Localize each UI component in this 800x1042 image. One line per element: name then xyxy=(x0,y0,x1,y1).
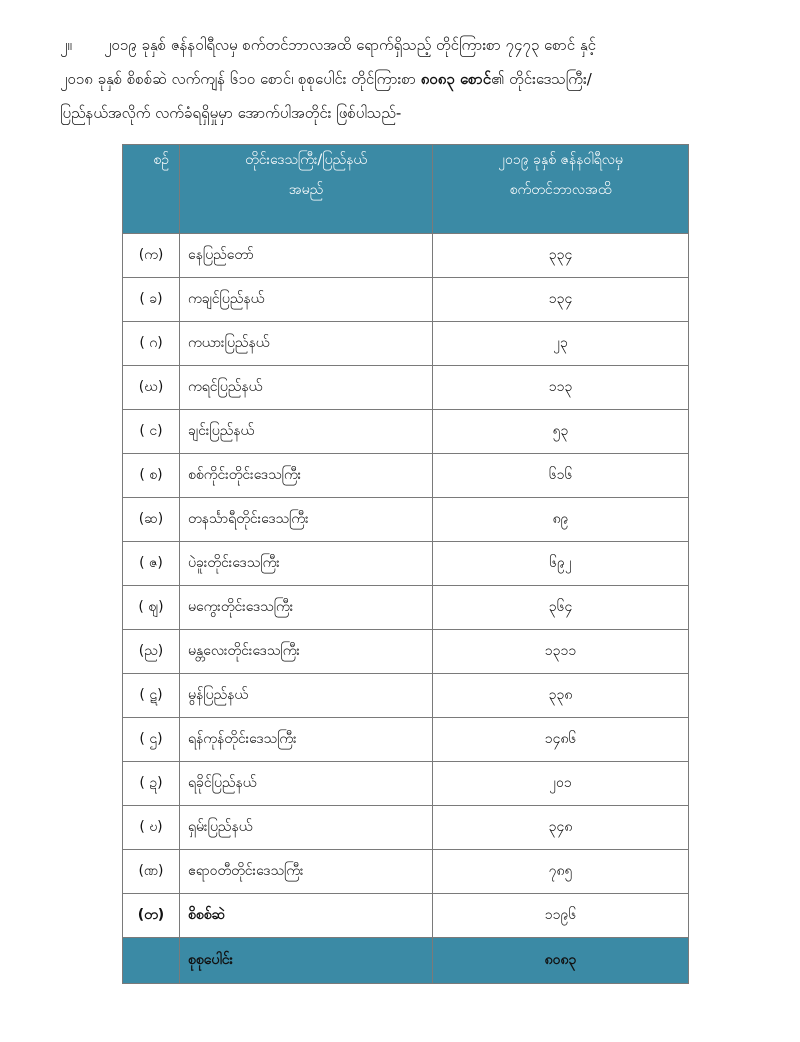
region-name-cell: ကရင်ပြည်နယ် xyxy=(180,366,433,410)
table-row xyxy=(123,894,689,938)
region-name-cell: ဧရာဝတီတိုင်းဒေသကြီး xyxy=(180,850,433,894)
region-name-cell: ရခိုင်ပြည်နယ် xyxy=(180,762,433,806)
table-row xyxy=(123,410,689,454)
table-row xyxy=(123,674,689,718)
value-cell: ၅၃ xyxy=(433,410,689,454)
header-period: ၂၀၁၉ ခုနှစ် ဇန်နဝါရီလမှ စက်တင်ဘာလအထိ xyxy=(433,145,689,234)
value-cell: ၁၄၈၆ xyxy=(433,718,689,762)
total-row xyxy=(123,938,689,984)
table-row xyxy=(123,542,689,586)
value-cell: ၁၃၁၁ xyxy=(433,630,689,674)
table-header-row xyxy=(123,145,689,234)
row-number-cell: ( ခ) xyxy=(123,278,180,322)
row-number-cell: (ဆ) xyxy=(123,498,180,542)
table-row xyxy=(123,454,689,498)
region-name-cell: မွန်ပြည်နယ် xyxy=(180,674,433,718)
region-name-cell: စစ်ကိုင်းတိုင်းဒေသကြီး xyxy=(180,454,433,498)
row-number-cell: ( စ) xyxy=(123,454,180,498)
header-region-name: တိုင်းဒေသကြီး/ပြည်နယ် အမည် xyxy=(180,145,433,234)
table-row xyxy=(123,630,689,674)
value-cell: ၁၁၃ xyxy=(433,366,689,410)
row-number-cell: (က) xyxy=(123,234,180,278)
intro-line-2: ၂၀၁၈ ခုနှစ် စိစစ်ဆဲ လက်ကျန် ၆၁၀ စောင်၊ စုစုပေါင်း တိုင်ကြားစာ ၈၀၈၃ စောင်၏ တိုင်းဒေသကြီး/ xyxy=(60,70,592,88)
region-name-cell: ချင်းပြည်နယ် xyxy=(180,410,433,454)
row-number-cell: (ည) xyxy=(123,630,180,674)
region-name-cell: ကချင်ပြည်နယ် xyxy=(180,278,433,322)
table-row xyxy=(123,498,689,542)
value-cell: ၈၉ xyxy=(433,498,689,542)
value-cell: ၃၃၈ xyxy=(433,674,689,718)
value-cell: ၆၁၆ xyxy=(433,454,689,498)
value-cell: ၁၁၉၆ xyxy=(433,894,689,938)
table-body xyxy=(123,234,689,984)
value-cell: ၇၈၅ xyxy=(433,850,689,894)
value-cell: ၃၃၄ xyxy=(433,234,689,278)
value-cell: ၂၀၁ xyxy=(433,762,689,806)
value-cell: ၆၉၂ xyxy=(433,542,689,586)
row-number-cell: ( ဋ) xyxy=(123,674,180,718)
table-row xyxy=(123,322,689,366)
region-name-cell: ကယားပြည်နယ် xyxy=(180,322,433,366)
region-name-cell: နေပြည်တော် xyxy=(180,234,433,278)
table-row xyxy=(123,850,689,894)
region-name-cell: ရန်ကုန်တိုင်းဒေသကြီး xyxy=(180,718,433,762)
region-name-cell: မကွေးတိုင်းဒေသကြီး xyxy=(180,586,433,630)
row-number-cell: ( ဎ) xyxy=(123,806,180,850)
total-letters-bold: ၈၀၈၃ စောင် xyxy=(420,70,492,88)
intro-paragraph xyxy=(60,28,760,130)
total-label-cell: စုစုပေါင်း xyxy=(180,938,433,984)
value-cell: ၃၆၄ xyxy=(433,586,689,630)
region-name-cell: မန္တလေးတိုင်းဒေသကြီး xyxy=(180,630,433,674)
paragraph-number: ၂။ xyxy=(60,36,72,54)
row-number-cell: ( ဍ) xyxy=(123,762,180,806)
row-number-cell: (တ) xyxy=(123,894,180,938)
header-number: စဉ် xyxy=(123,145,180,234)
table-row xyxy=(123,586,689,630)
row-number-cell: (ဃ) xyxy=(123,366,180,410)
row-number-cell: ( ဂ) xyxy=(123,322,180,366)
value-cell: ၂၃ xyxy=(433,322,689,366)
row-number-cell: ( င) xyxy=(123,410,180,454)
region-name-cell: တနင်္သာရီတိုင်းဒေသကြီး xyxy=(180,498,433,542)
row-number-cell: ( ဌ) xyxy=(123,718,180,762)
total-value-cell: ၈၀၈၃ xyxy=(433,938,689,984)
region-name-cell: ရှမ်းပြည်နယ် xyxy=(180,806,433,850)
region-name-cell: စိစစ်ဆဲ xyxy=(180,894,433,938)
row-number-cell: ( ဈ) xyxy=(123,586,180,630)
row-number-cell: (ဏ) xyxy=(123,850,180,894)
complaints-table xyxy=(122,144,689,984)
table-row xyxy=(123,234,689,278)
row-number-cell: ( ဇ) xyxy=(123,542,180,586)
value-cell: ၃၄၈ xyxy=(433,806,689,850)
table-row xyxy=(123,366,689,410)
region-name-cell: ပဲခူးတိုင်းဒေသကြီး xyxy=(180,542,433,586)
intro-line-3: ပြည်နယ်အလိုက် လက်ခံရရှိမှုမှာ အောက်ပါအတိုင်း ဖြစ်ပါသည်- xyxy=(60,104,402,122)
table-row xyxy=(123,806,689,850)
value-cell: ၁၃၄ xyxy=(433,278,689,322)
intro-line-1: ၂။ ၂၀၁၉ ခုနှစ် ဇန်နဝါရီလမှ စက်တင်ဘာလအထိ ရောက်ရှိသည့် တိုင်ကြားစာ ၇၄၇၃ စောင် နှင့် xyxy=(60,28,760,62)
table-row xyxy=(123,278,689,322)
table-row xyxy=(123,762,689,806)
table-row xyxy=(123,718,689,762)
total-number-cell xyxy=(123,938,180,984)
